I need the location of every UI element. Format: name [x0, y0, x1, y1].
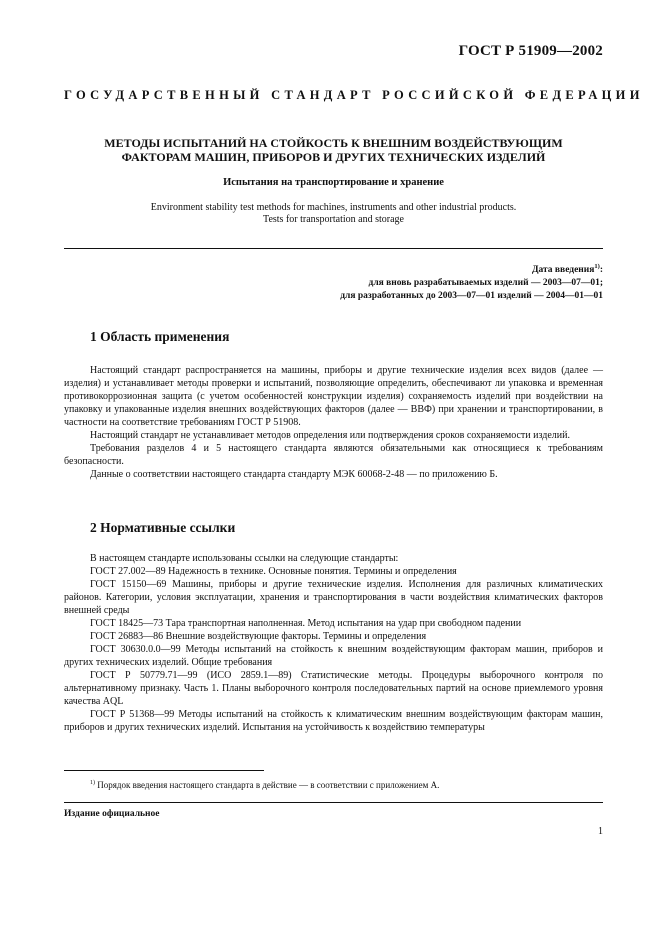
- reference-item: ГОСТ 30630.0.0—99 Методы испытаний на стойкость к внешним воздействующим факторам машин, приборов и других технических изделий. Общие требования: [64, 644, 603, 668]
- intro-date-new-products: для вновь разрабатываемых изделий — 2003—07—01;: [368, 278, 603, 289]
- state-standard-header: ГОСУДАРСТВЕННЫЙ СТАНДАРТ РОССИЙСКОЙ ФЕДЕРАЦИИ: [64, 88, 644, 102]
- section-2-body: [64, 552, 603, 734]
- paragraph: Требования разделов 4 и 5 настоящего стандарта являются обязательными как относящиеся к требованиям безопасности.: [64, 443, 603, 467]
- paragraph: Настоящий стандарт не устанавливает методов определения или подтверждения сроков сохраняемости изделий.: [90, 430, 570, 441]
- footer-divider: [64, 802, 603, 803]
- paragraph: Настоящий стандарт распространяется на машины, приборы и другие технические изделия всех видов (далее — изделия) и устанавливает методы проверки и испытаний, позволяющие определить, обеспечивают ли упаковка и временная противокоррозионная защита (с учетом особенностей конструкции изделия) сохраняемость изделий при воздействии на упаковку и упакованные изделия внешних воздействующих факторов (далее — ВВФ) при хранении и транспортировании, в частности на соответствие требованиям ГОСТ Р 51908.: [64, 365, 603, 428]
- title-divider: [64, 248, 603, 249]
- document-title: [64, 136, 603, 164]
- section-1-body: [64, 364, 603, 481]
- english-title-line-1: Environment stability test methods for machines, instruments and other industrial products.: [150, 202, 517, 213]
- document-subtitle: Испытания на транспортирование и хранение: [223, 177, 444, 188]
- reference-item: ГОСТ 27.002—89 Надежность в технике. Основные понятия. Термины и определения: [90, 566, 457, 577]
- paragraph: В настоящем стандарте использованы ссылки на следующие стандарты:: [90, 553, 399, 564]
- reference-item: ГОСТ 26883—86 Внешние воздействующие факторы. Термины и определения: [90, 631, 427, 642]
- gost-code: ГОСТ Р 51909—2002: [458, 43, 603, 59]
- english-title-line-2: Tests for transportation and storage: [263, 214, 404, 225]
- reference-item: ГОСТ 18425—73 Тара транспортная наполненная. Метод испытания на удар при свободном падении: [90, 618, 522, 629]
- intro-date-existing-products: для разработанных до 2003—07—01 изделий — 2004—01—01: [340, 291, 603, 302]
- official-edition-label: Издание официальное: [64, 809, 160, 819]
- footnote-text: Порядок введения настоящего стандарта в действие — в соответствии с приложением А.: [97, 780, 440, 790]
- page-number: 1: [598, 826, 603, 837]
- title-line-2: ФАКТОРАМ МАШИН, ПРИБОРОВ И ДРУГИХ ТЕХНИЧЕСКИХ ИЗДЕЛИЙ: [121, 150, 546, 164]
- section-1-heading: 1 Область применения: [90, 329, 230, 344]
- intro-footnote-mark: 1): [594, 263, 600, 270]
- english-title: [64, 202, 603, 226]
- footnote: [64, 777, 603, 791]
- paragraph: Данные о соответствии настоящего стандарта стандарту МЭК 60068-2-48 — по приложению Б.: [90, 469, 498, 480]
- intro-date-label: Дата введения$^{1)}$:: [531, 263, 603, 276]
- title-line-1: МЕТОДЫ ИСПЫТАНИЙ НА СТОЙКОСТЬ К ВНЕШНИМ ВОЗДЕЙСТВУЮЩИМ: [104, 136, 563, 150]
- section-2-heading: 2 Нормативные ссылки: [90, 520, 236, 535]
- introduction-dates: [64, 260, 603, 303]
- reference-item: ГОСТ 15150—69 Машины, приборы и другие технические изделия. Исполнения для различных климатических районов. Категории, условия эксплуатации, хранения и транспортирования в части воздействия климатических факторов внешней среды: [64, 579, 603, 616]
- reference-item: ГОСТ Р 50779.71—99 (ИСО 2859.1—89) Статистические методы. Процедуры выборочного контроля по альтернативному признаку. Часть 1. Планы выборочного контроля последовательных партий на основе приемлемого уровня качества AQL: [64, 670, 603, 707]
- footnote-divider: [64, 770, 264, 771]
- footnote-mark: 1): [90, 780, 95, 786]
- reference-item: ГОСТ Р 51368—99 Методы испытаний на стойкость к климатическим внешним воздействующим факторам машин, приборов и других технических изделий. Испытания на устойчивость к воздействию температуры: [64, 709, 603, 733]
